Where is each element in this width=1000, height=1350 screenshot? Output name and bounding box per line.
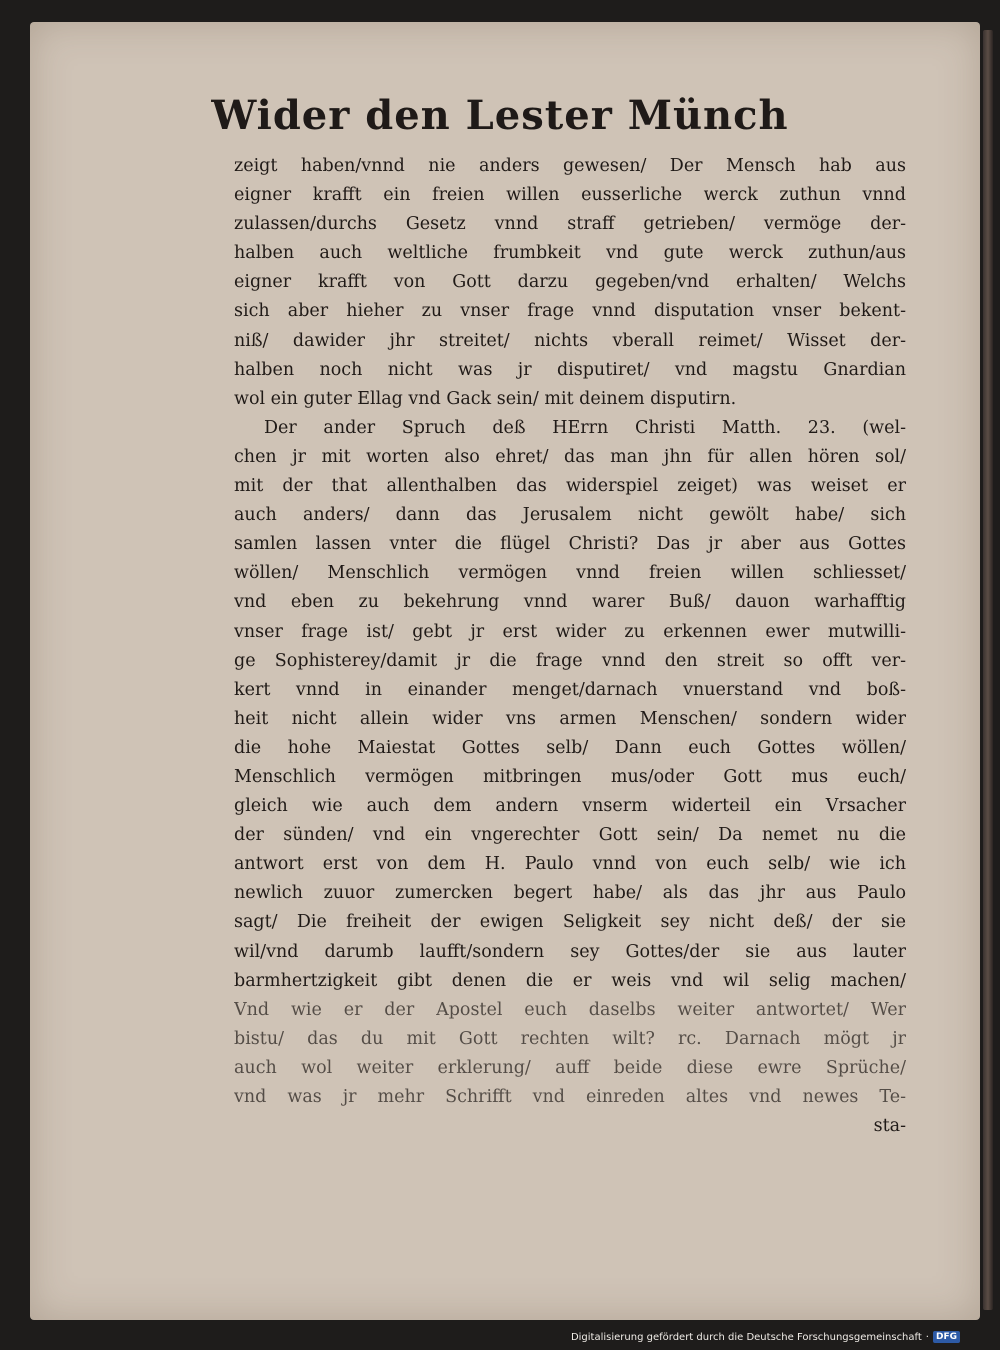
text-line-3: zulassen/durchs Gesetz vnnd straff getrieben/ vermöge der-	[234, 214, 906, 235]
text-line-31: bistu/ das du mit Gott rechten wilt? rc. Darnach mögt jr	[234, 1028, 906, 1049]
text-line-27: sagt/ Die freiheit der ewigen Seligkeit sey nicht deß/ der sie	[234, 912, 906, 933]
text-line-14: samlen lassen vnter die flügel Christi? Das jr aber aus Gottes	[234, 534, 906, 555]
text-line-4: halben auch weltliche frumbkeit vnd gute werck zuthun/aus	[234, 243, 906, 264]
running-heading: Wider den Lester Münch	[211, 92, 789, 139]
text-line-32: auch wol weiter erklerung/ auff beide diese ewre Sprüche/	[234, 1057, 906, 1078]
dfg-logo-icon: DFG	[933, 1331, 960, 1343]
text-line-29: barmhertzigkeit gibt denen die er weis vnd wil selig machen/	[234, 970, 906, 991]
text-line-19: kert vnnd in einander menget/darnach vnuerstand vnd boß-	[234, 679, 906, 700]
text-line-28: wil/vnd darumb laufft/sondern sey Gottes/der sie aus lauter	[234, 941, 906, 962]
page-body	[234, 152, 906, 1141]
text-line-5: eigner krafft von Gott darzu gegeben/vnd erhalten/ Welchs	[234, 272, 906, 293]
text-line-1: zeigt haben/vnnd nie anders gewesen/ Der Mensch hab aus	[234, 156, 906, 176]
text-line-2: eigner krafft ein freien willen eusserliche werck zuthun vnnd	[234, 185, 906, 206]
text-line-25: antwort erst von dem H. Paulo vnnd von euch selb/ wie ich	[234, 854, 906, 875]
text-line-9: wol ein guter Ellag vnd Gack sein/ mit deinem disputirn.	[234, 388, 737, 409]
text-line-33: vnd was jr mehr Schrifft vnd einreden altes vnd newes Te-	[234, 1087, 906, 1107]
separator-dot: ·	[925, 1331, 929, 1343]
text-line-23: gleich wie auch dem andern vnserm widerteil ein Vrsacher	[234, 796, 906, 817]
text-line-26: newlich zuuor zumercken begert habe/ als das jhr aus Paulo	[234, 883, 906, 904]
credit-text: Digitalisierung gefördert durch die Deutsche Forschungsgemeinschaft	[570, 1331, 922, 1343]
text-line-10: Der ander Spruch deß HErrn Christi Matth. 23. (wel-	[264, 417, 906, 438]
text-line-24: der sünden/ vnd ein vngerechter Gott sein/ Da nemet nu die	[234, 825, 906, 846]
text-line-8: halben noch nicht was jr disputiret/ vnd magstu Gnardian	[234, 359, 906, 380]
adjacent-page-edge	[983, 30, 993, 1310]
text-line-17: vnser frage ist/ gebt jr erst wider zu erkennen ewer mutwilli-	[234, 621, 906, 642]
text-line-30: Vnd wie er der Apostel euch daselbs weiter antwortet/ Wer	[234, 999, 906, 1020]
text-line-16: vnd eben zu bekehrung vnnd warer Buß/ dauon warhafftig	[234, 592, 906, 613]
text-line-21: die hohe Maiestat Gottes selb/ Dann euch Gottes wöllen/	[234, 737, 906, 758]
text-line-6: sich aber hieher zu vnser frage vnnd disputation vnser bekent-	[234, 301, 906, 322]
catchword: sta-	[873, 1116, 906, 1137]
text-line-12: mit der that allenthalben das widerspiel zeiget) was weiset er	[234, 476, 906, 497]
text-line-18: ge Sophisterey/damit jr die frage vnnd den streit so offt ver-	[234, 650, 906, 671]
text-line-13: auch anders/ dann das Jerusalem nicht gewölt habe/ sich	[234, 505, 906, 526]
text-line-7: niß/ dawider jhr streitet/ nichts vberall reimet/ Wisset der-	[234, 330, 906, 351]
digitization-credit	[571, 1328, 960, 1346]
text-line-22: Menschlich vermögen mitbringen mus/oder Gott mus euch/	[234, 766, 906, 787]
text-line-20: heit nicht allein wider vns armen Menschen/ sondern wider	[234, 708, 906, 729]
text-line-15: wöllen/ Menschlich vermögen vnnd freien willen schliesset/	[234, 563, 906, 584]
text-line-11: chen jr mit worten also ehret/ das man jhn für allen hören sol/	[234, 446, 906, 467]
